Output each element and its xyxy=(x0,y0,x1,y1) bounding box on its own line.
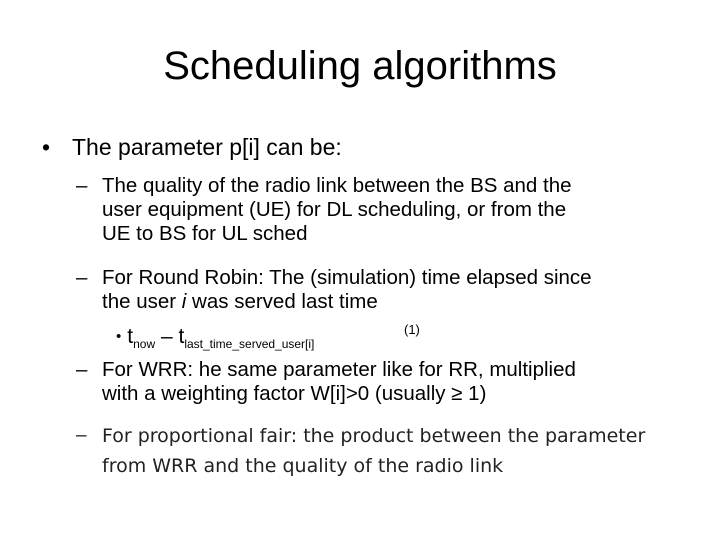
formula-minus: – xyxy=(155,325,179,348)
quality-line-3: UE to BS for UL sched xyxy=(102,222,308,245)
formula-t-now: t xyxy=(127,325,134,348)
slide-title: Scheduling algorithms xyxy=(163,44,557,88)
formula-t-last: t xyxy=(178,325,185,348)
main-bullet-text: The parameter p[i] can be: xyxy=(72,134,342,160)
formula xyxy=(116,324,314,357)
round-robin-line-2-pre: the user xyxy=(102,290,182,313)
bullet-marker: • xyxy=(42,134,51,160)
formula-sub-last: last_time_served_user[i] xyxy=(184,337,315,352)
quality-line-2: user equipment (UE) for DL scheduling, or from the xyxy=(102,198,567,221)
round-robin-line-2 xyxy=(102,290,592,314)
wrr-line-1: For WRR: he same parameter like for RR, multiplied xyxy=(102,358,576,381)
round-robin-line-1: For Round Robin: The (simulation) time elapsed since xyxy=(102,266,592,289)
equation-number: (1) xyxy=(404,322,420,337)
wrr-line-2: with a weighting factor W[i]>0 (usually ≥ 1) xyxy=(102,382,487,405)
dash-marker: – xyxy=(76,358,88,381)
proportional-fair-line-2: from WRR and the quality of the radio link xyxy=(102,455,504,477)
variable-i: i xyxy=(181,290,187,313)
quality-line-1: The quality of the radio link between the BS and the xyxy=(102,174,572,197)
dash-marker: – xyxy=(76,266,88,289)
proportional-fair-line-1: For proportional fair: the product between the parameter xyxy=(102,425,646,447)
dash-marker: – xyxy=(76,174,88,197)
formula-bullet-marker: • xyxy=(116,328,122,345)
dash-marker: – xyxy=(76,425,87,446)
round-robin-line-2-post: was served last time xyxy=(186,290,378,313)
formula-sub-now: now xyxy=(133,337,156,352)
